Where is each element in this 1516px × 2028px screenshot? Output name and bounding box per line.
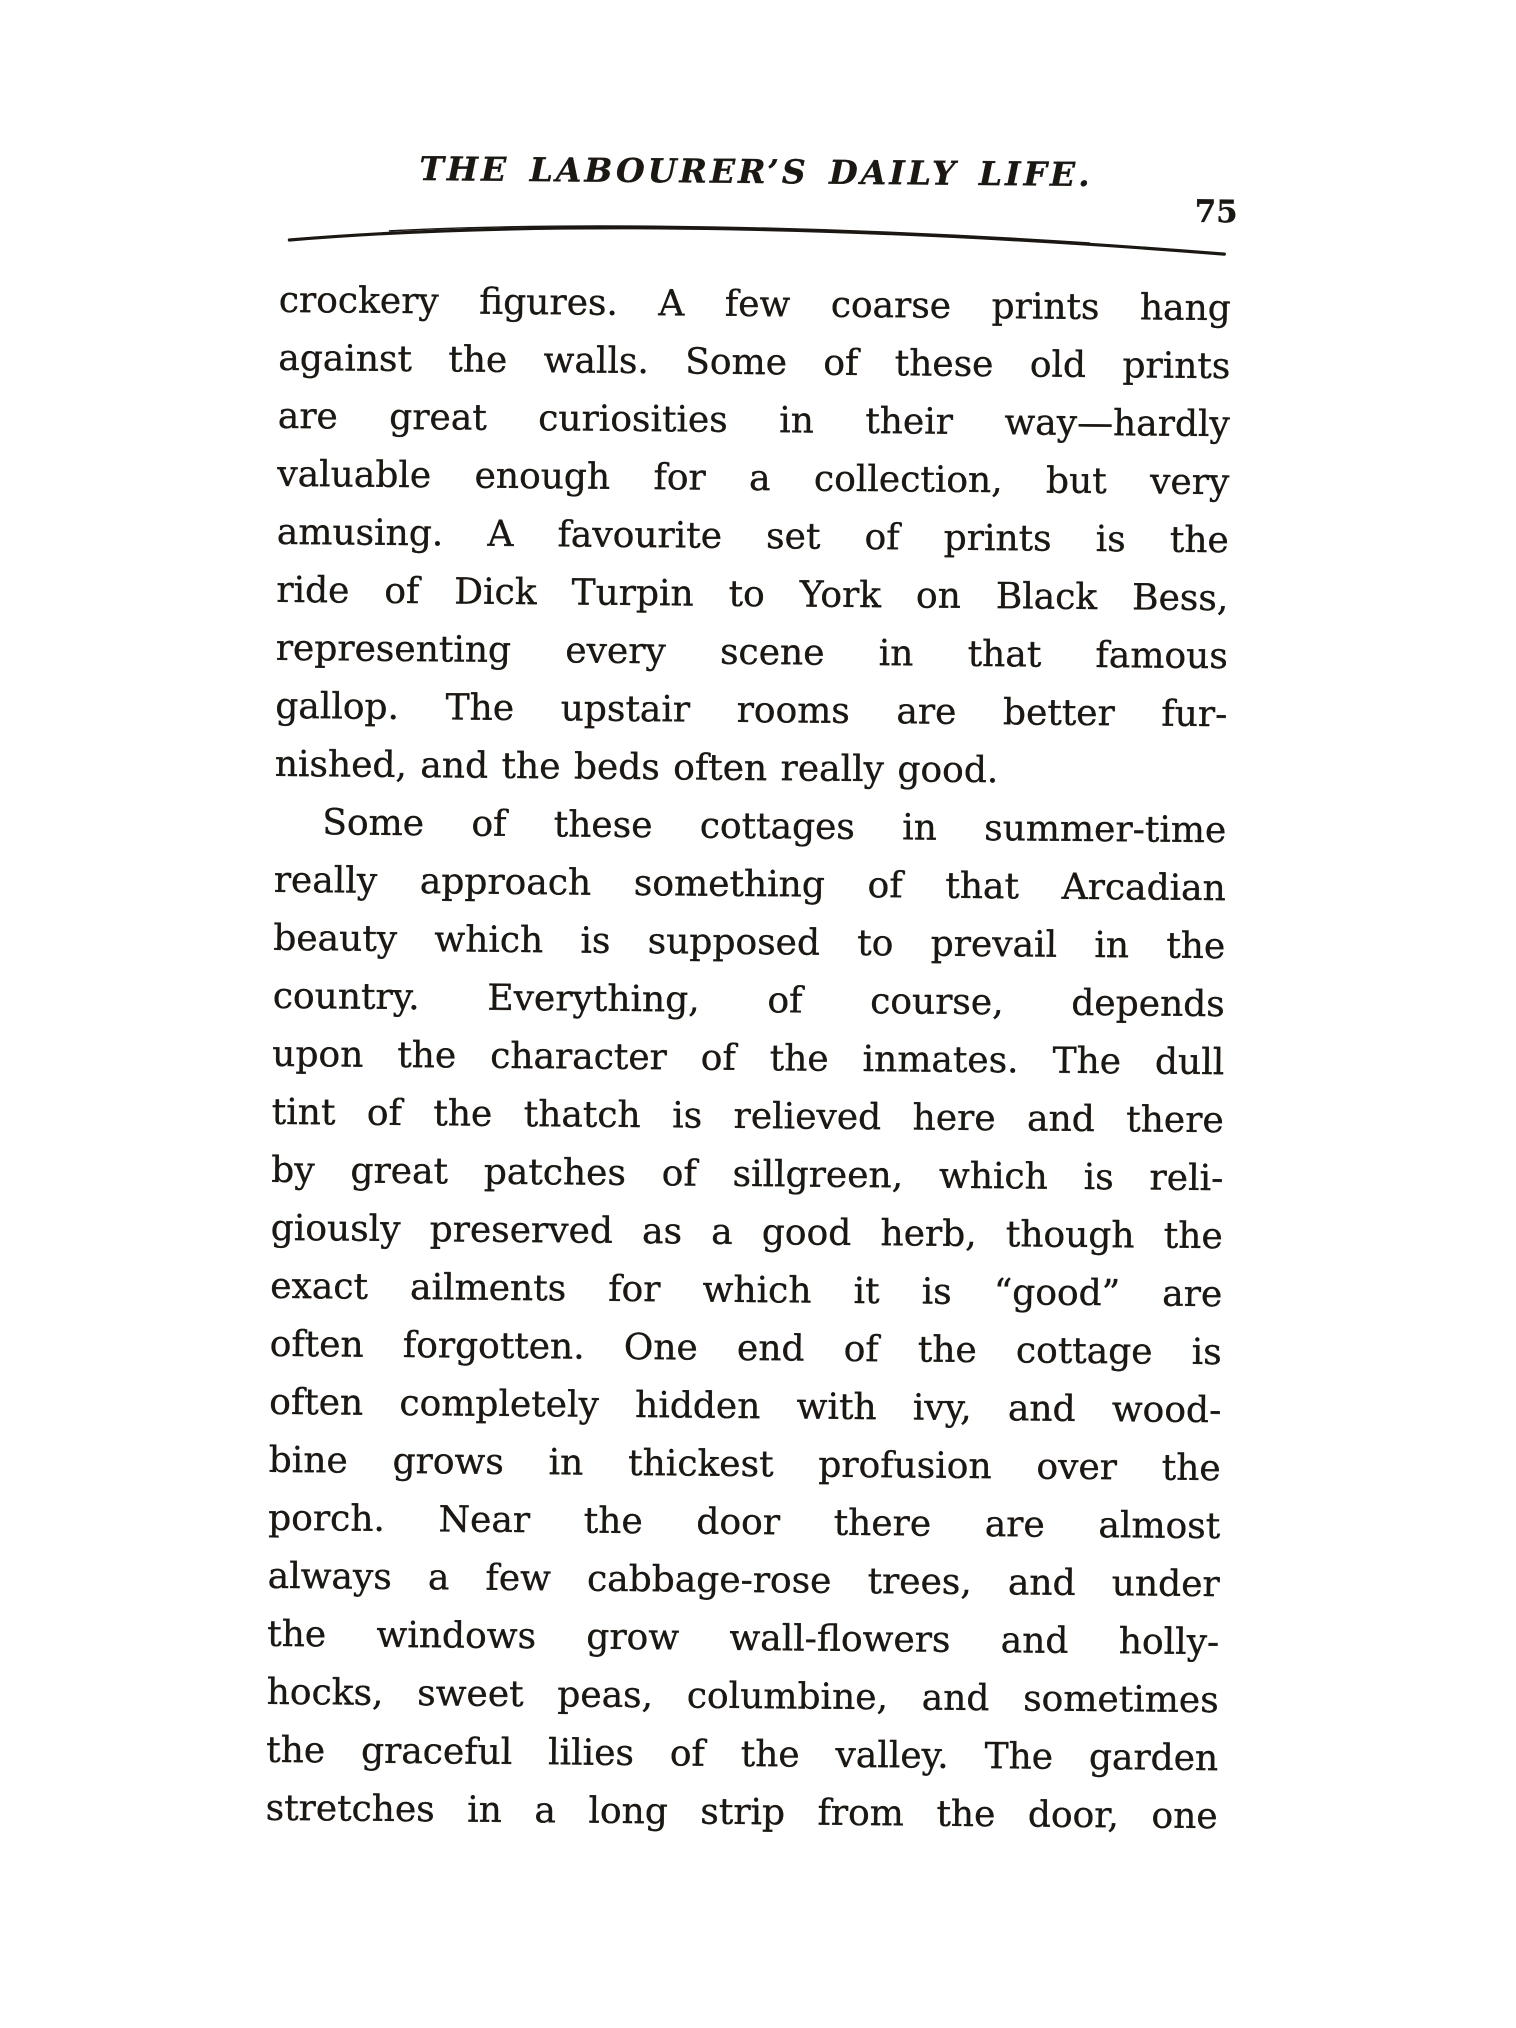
text-line: ride of Dick Turpin to York on Black Bess,	[276, 569, 1229, 620]
text-line: Some of these cottages in summer-time	[322, 802, 1227, 852]
body-text	[265, 272, 1231, 1846]
text-line: beauty which is supposed to prevail in the	[273, 917, 1226, 968]
text-line: tint of the thatch is relieved here and there	[271, 1091, 1224, 1142]
text-line: exact ailments for which it is “good” are	[270, 1265, 1223, 1316]
text-line: really approach something of that Arcadian	[273, 859, 1226, 910]
text-line: bine grows in thickest profusion over the	[268, 1439, 1221, 1490]
text-line: stretches in a long strip from the door, one	[265, 1787, 1218, 1838]
text-line: always a few cabbage-rose trees, and under	[267, 1555, 1220, 1606]
text-line: nished, and the beds often really good.	[274, 743, 999, 792]
page-number: 75	[1194, 193, 1238, 231]
running-header-title: THE LABOURER’S DAILY LIFE.	[419, 149, 1093, 195]
paragraph	[275, 272, 1232, 802]
text-line: crockery figures. A few coarse prints hang	[278, 279, 1232, 330]
text-line: gallop. The upstair rooms are better fur-	[275, 685, 1228, 736]
text-line: hocks, sweet peas, columbine, and sometimes	[266, 1671, 1219, 1722]
text-line: the graceful lilies of the valley. The garden	[266, 1729, 1219, 1780]
text-line: against the walls. Some of these old prints	[278, 337, 1231, 388]
text-line: porch. Near the door there are almost	[268, 1497, 1221, 1548]
text-line: often forgotten. One end of the cottage is	[269, 1323, 1222, 1374]
paragraph	[265, 794, 1226, 1846]
text-line: amusing. A favourite set of prints is the	[276, 511, 1229, 562]
text-line: valuable enough for a collection, but very	[277, 453, 1230, 504]
text-line: often completely hidden with ivy, and wood-	[269, 1381, 1222, 1432]
text-line: by great patches of sillgreen, which is reli-	[271, 1149, 1224, 1200]
text-line: country. Everything, of course, depends	[272, 975, 1225, 1026]
text-line: are great curiosities in their way—hardly	[277, 395, 1230, 446]
text-line: giously preserved as a good herb, though the	[270, 1207, 1223, 1258]
text-line: the windows grow wall-flowers and holly-	[267, 1613, 1220, 1664]
header-rule	[269, 212, 1249, 265]
text-line: representing every scene in that famous	[275, 627, 1228, 678]
text-line: upon the character of the inmates. The dull	[272, 1033, 1225, 1084]
